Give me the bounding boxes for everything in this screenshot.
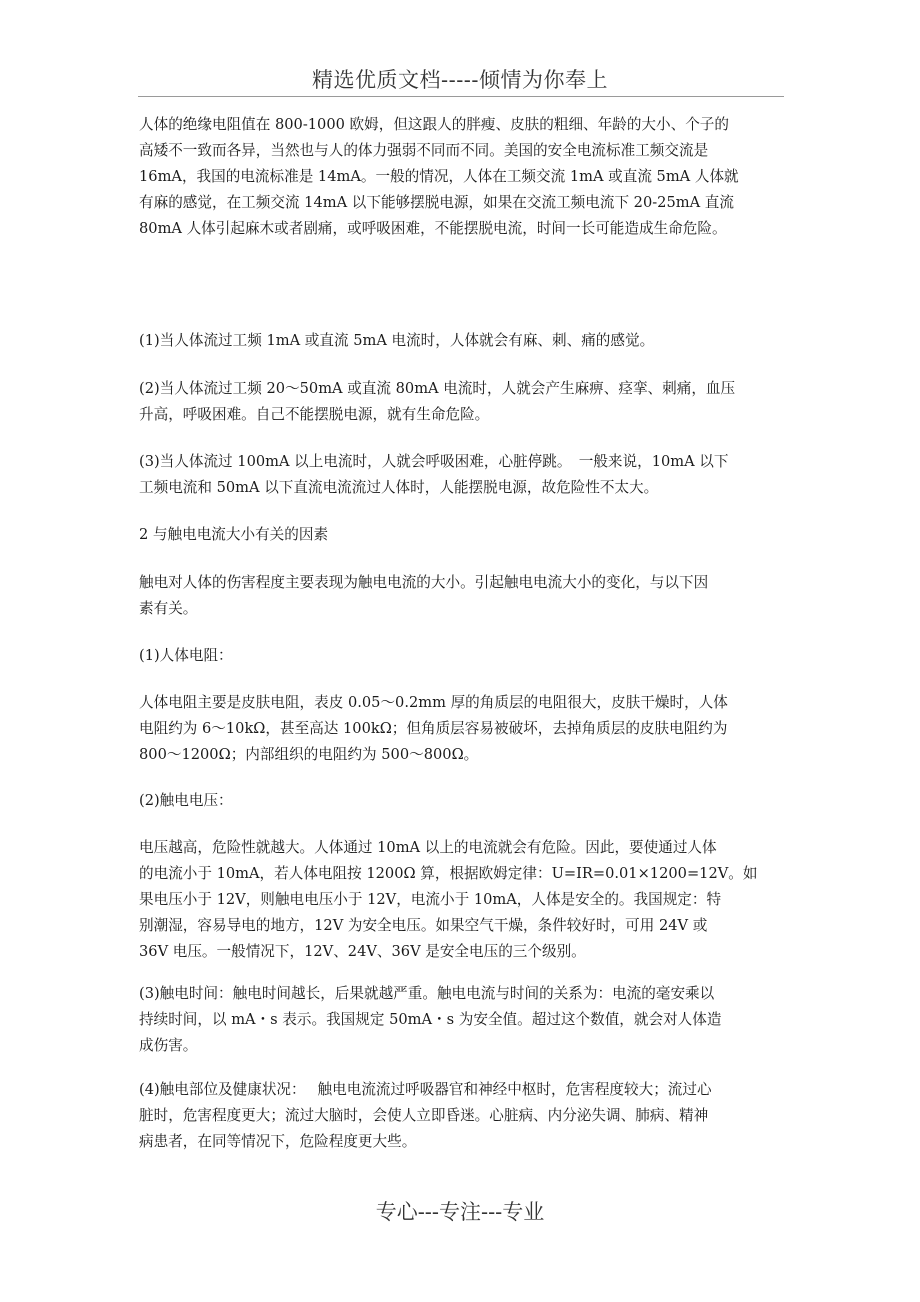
paragraph-time <box>139 981 785 1059</box>
text-line: 工频电流和 50mA 以下直流电流流过人体时，人能摆脱电源，故危险性不太大。 <box>139 479 659 496</box>
text-line: 成伤害。 <box>139 1037 198 1054</box>
paragraph-voltage <box>139 835 785 965</box>
paragraph-intro <box>139 112 785 242</box>
text-line: 电阻约为 6～10kΩ，甚至高达 100kΩ；但角质层容易被破坏，去掉角质层的皮肤电阻约为 <box>139 720 728 737</box>
text-line: 有麻的感觉，在工频交流 14mA 以下能够摆脱电源，如果在交流工频电流下 20-25mA 直流 <box>139 194 734 211</box>
page-footer: 专心---专注---专业 <box>375 1200 545 1224</box>
section-heading <box>139 522 785 548</box>
subheading-voltage <box>139 788 785 814</box>
paragraph-resistance <box>139 690 785 768</box>
text-line: 持续时间，以 mA・s 表示。我国规定 50mA・s 为安全值。超过这个数值，就会对人体造 <box>139 1011 722 1028</box>
text-line: 脏时，危害程度更大；流过大脑时，会使人立即昏迷。心脏病、内分泌失调、肺病、精神 <box>139 1107 709 1124</box>
text-line: 高矮不一致而各异，当然也与人的体力强弱不同而不同。美国的安全电流标准工频交流是 <box>139 142 709 159</box>
text-line: (4)触电部位及健康状况： 触电电流流过呼吸器官和神经中枢时，危害程度较大；流过心 <box>139 1081 712 1098</box>
text-line: 果电压小于 12V，则触电电压小于 12V，电流小于 10mA，人体是安全的。我国规定：特 <box>139 891 722 908</box>
text-line: 2 与触电电流大小有关的因素 <box>139 526 329 543</box>
text-line: (2)触电电压： <box>139 792 233 809</box>
text-line: (2)当人体流过工频 20～50mA 或直流 80mA 电流时，人就会产生麻痹、痉挛、刺痛，血压 <box>139 380 736 397</box>
text-line: 素有关。 <box>139 600 198 617</box>
paragraph-item-3 <box>139 449 785 501</box>
text-line: 80mA 人体引起麻木或者剧痛，或呼吸困难，不能摆脱电流，时间一长可能造成生命危险。 <box>139 220 727 237</box>
text-line: 人体电阻主要是皮肤电阻，表皮 0.05～0.2mm 厚的角质层的电阻很大，皮肤干燥时，人体 <box>139 694 728 711</box>
text-line: (3)触电时间：触电时间越长，后果就越严重。触电电流与时间的关系为：电流的毫安乘以 <box>139 985 715 1002</box>
paragraph-body-part <box>139 1077 785 1155</box>
text-line: 人体的绝缘电阻值在 800-1000 欧姆，但这跟人的胖瘦、皮肤的粗细、年龄的大小、个子的 <box>139 116 729 133</box>
text-line: (1)人体电阻： <box>139 647 233 664</box>
text-line: 触电对人体的伤害程度主要表现为触电电流的大小。引起触电电流大小的变化，与以下因 <box>139 574 709 591</box>
text-line: (3)当人体流过 100mA 以上电流时，人就会呼吸困难，心脏停跳。 一般来说，10mA 以下 <box>139 453 729 470</box>
subheading-resistance <box>139 643 785 669</box>
paragraph-item-2 <box>139 376 785 428</box>
paragraph-factors-intro <box>139 570 785 622</box>
page-header: 精选优质文档-----倾情为你奉上 <box>312 68 608 92</box>
text-line: 别潮湿，容易导电的地方，12V 为安全电压。如果空气干燥，条件较好时，可用 24V 或 <box>139 917 708 934</box>
text-line: 36V 电压。一般情况下，12V、24V、36V 是安全电压的三个级别。 <box>139 943 586 960</box>
text-line: 病患者，在同等情况下，危险程度更大些。 <box>139 1133 417 1150</box>
text-line: 800～1200Ω；内部组织的电阻约为 500～800Ω。 <box>139 746 479 763</box>
text-line: 升高，呼吸困难。自己不能摆脱电源，就有生命危险。 <box>139 406 490 423</box>
text-line: (1)当人体流过工频 1mA 或直流 5mA 电流时，人体就会有麻、刺、痛的感觉。 <box>139 332 655 349</box>
text-line: 电压越高，危险性就越大。人体通过 10mA 以上的电流就会有危险。因此，要使通过人体 <box>139 839 717 856</box>
text-line: 的电流小于 10mA，若人体电阻按 1200Ω 算，根据欧姆定律：U=IR=0.01×1200=12V。如 <box>139 865 758 882</box>
header-divider <box>138 96 784 97</box>
paragraph-item-1 <box>139 328 785 354</box>
text-line: 16mA，我国的电流标准是 14mA。一般的情况，人体在工频交流 1mA 或直流 5mA 人体就 <box>139 168 739 185</box>
